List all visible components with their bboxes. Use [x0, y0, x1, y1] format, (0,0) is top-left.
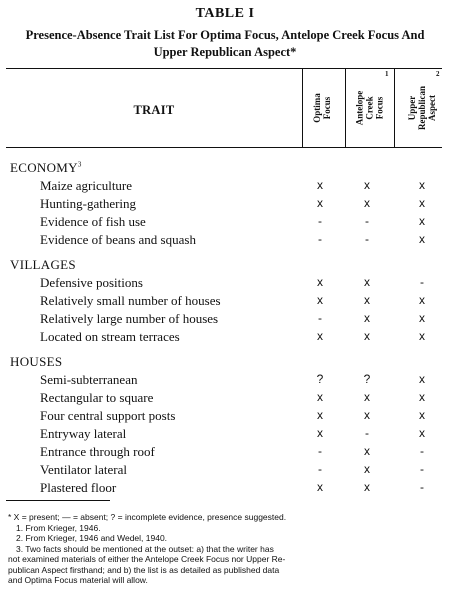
- column-header-upper-republican-aspect: [398, 70, 446, 146]
- section-heading-label: HOUSES: [10, 354, 63, 369]
- trait-label: Semi-subterranean: [40, 372, 138, 387]
- section-heading-villages: [10, 257, 76, 273]
- trait-label: Entrance through roof: [40, 444, 155, 459]
- trait-label: Maize agriculture: [40, 178, 133, 193]
- footnote-legend: * X = present; — = absent; ? = incomplete evidence, presence suggested.: [8, 512, 287, 522]
- value-upper-republican: x: [419, 293, 425, 307]
- value-optima: x: [317, 329, 323, 343]
- footnote-3: 3. Two facts should be mentioned at the outset: a) that the writer has: [16, 543, 274, 554]
- value-upper-republican: x: [419, 178, 425, 192]
- trait-label: Rectangular to square: [40, 390, 154, 405]
- value-optima: -: [318, 311, 322, 325]
- table-row: [0, 408, 450, 425]
- section-heading-houses: [10, 354, 62, 370]
- value-upper-republican: -: [420, 275, 424, 289]
- column-header-optima-focus: [298, 70, 346, 146]
- table-row: [0, 178, 450, 195]
- column-footnote-marker: 1: [385, 70, 389, 78]
- footnote-3-continued: publican Aspect firsthand; and b) the list is as detailed as published data: [8, 564, 280, 575]
- trait-label: Evidence of fish use: [40, 214, 146, 229]
- value-antelope-creek: x: [364, 329, 370, 343]
- table-row: [0, 214, 450, 231]
- footnote-1: 1. From Krieger, 1946.: [16, 522, 101, 533]
- table-row: [0, 293, 450, 310]
- trait-label: Evidence of beans and squash: [40, 232, 196, 247]
- section-heading-label: VILLAGES: [10, 257, 76, 272]
- value-upper-republican: x: [419, 426, 425, 440]
- trait-label: Defensive positions: [40, 275, 143, 290]
- table-row: [0, 372, 450, 389]
- table-row: [0, 480, 450, 497]
- table-row: [0, 232, 450, 249]
- value-upper-republican: -: [420, 444, 424, 458]
- trait-label: Hunting-gathering: [40, 196, 137, 211]
- section-heading-economy: [10, 160, 82, 176]
- value-antelope-creek: -: [365, 232, 369, 246]
- footnote-2: 2. From Krieger, 1946 and Wedel, 1940.: [16, 533, 168, 543]
- table-row: [0, 196, 450, 213]
- column-footnote-marker: 2: [436, 70, 440, 78]
- value-optima: x: [317, 408, 323, 422]
- value-antelope-creek: x: [364, 293, 370, 307]
- value-antelope-creek: ?: [363, 372, 371, 386]
- trait-label: Entryway lateral: [40, 426, 127, 441]
- value-optima: x: [317, 426, 323, 440]
- table-row: [0, 390, 450, 407]
- value-upper-republican: x: [419, 214, 425, 228]
- footnote-3-continued: not examined materials of either the Antelope Creek Focus nor Upper Re-: [8, 554, 286, 564]
- value-optima: x: [317, 196, 323, 210]
- trait-label: Relatively small number of houses: [40, 293, 221, 308]
- value-optima: x: [317, 293, 323, 307]
- section-heading-label: ECONOMY: [10, 160, 78, 175]
- value-upper-republican: x: [419, 390, 425, 404]
- trait-column-header: TRAIT: [133, 103, 175, 117]
- value-upper-republican: -: [420, 480, 424, 494]
- value-antelope-creek: x: [364, 390, 370, 404]
- value-optima: x: [317, 390, 323, 404]
- value-antelope-creek: x: [364, 196, 370, 210]
- value-upper-republican: x: [419, 311, 425, 325]
- trait-label: Four central support posts: [40, 408, 176, 423]
- value-antelope-creek: -: [365, 426, 369, 440]
- trait-label: Located on stream terraces: [40, 329, 180, 344]
- value-upper-republican: x: [419, 232, 425, 246]
- table-row: [0, 462, 450, 479]
- value-antelope-creek: x: [364, 275, 370, 289]
- header-bottom-rule: [6, 147, 442, 148]
- value-antelope-creek: x: [364, 311, 370, 325]
- value-antelope-creek: x: [364, 178, 370, 192]
- value-antelope-creek: x: [364, 408, 370, 422]
- value-antelope-creek: -: [365, 214, 369, 228]
- value-optima: x: [317, 275, 323, 289]
- table-row: [0, 311, 450, 328]
- table-row: [0, 275, 450, 292]
- footnote-separator-rule: [6, 500, 110, 501]
- value-optima: -: [318, 462, 322, 476]
- table-subtitle: Presence-Absence Trait List For Optima Focus, Antelope Creek Focus And Upper Republican Aspect*: [25, 28, 425, 59]
- value-upper-republican: x: [419, 372, 425, 386]
- value-upper-republican: -: [420, 462, 424, 476]
- value-optima: x: [317, 178, 323, 192]
- table-title: TABLE I: [195, 6, 255, 21]
- table-row: [0, 329, 450, 346]
- value-antelope-creek: x: [364, 444, 370, 458]
- trait-label: Relatively large number of houses: [40, 311, 219, 326]
- table-row: [0, 444, 450, 461]
- column-divider-3: [394, 68, 395, 147]
- value-optima: -: [318, 444, 322, 458]
- value-upper-republican: x: [419, 408, 425, 422]
- trait-label: Plastered floor: [40, 480, 117, 495]
- column-header-label: Optima Focus: [311, 93, 332, 123]
- value-optima: -: [318, 232, 322, 246]
- value-antelope-creek: x: [364, 462, 370, 476]
- value-upper-republican: x: [419, 329, 425, 343]
- header-top-rule: [6, 68, 442, 69]
- value-antelope-creek: x: [364, 480, 370, 494]
- trait-label: Ventilator lateral: [40, 462, 127, 477]
- column-header-label: Antelope Creek Focus: [354, 90, 384, 126]
- value-upper-republican: x: [419, 196, 425, 210]
- value-optima: ?: [316, 372, 324, 386]
- column-header-label: Upper Republican Aspect: [406, 85, 437, 131]
- section-heading-note: 3: [77, 160, 82, 169]
- column-header-antelope-creek-focus: [345, 70, 393, 146]
- footnotes: [8, 512, 444, 586]
- table-row: [0, 426, 450, 443]
- value-optima: -: [318, 214, 322, 228]
- value-optima: x: [317, 480, 323, 494]
- footnote-3-continued: and Optima Focus material will allow.: [8, 575, 148, 585]
